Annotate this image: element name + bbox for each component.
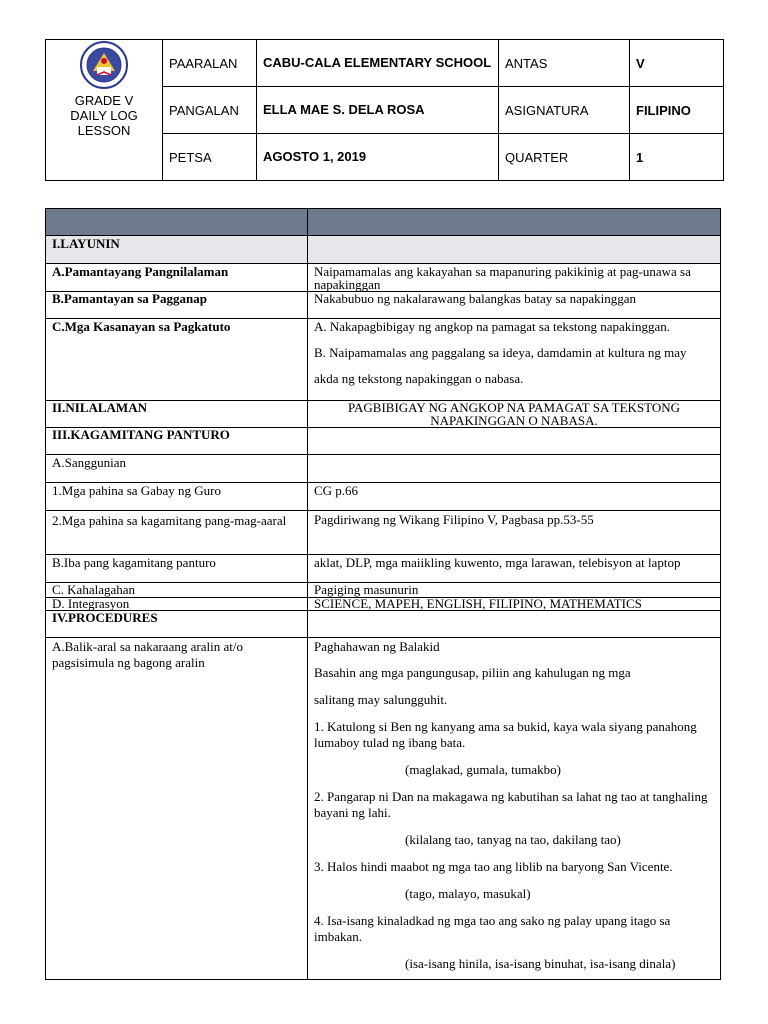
kagamitan-value — [308, 428, 721, 455]
grade-cell — [46, 40, 163, 181]
pamantayan-pagganap-label: B.Pamantayan sa Pagganap — [46, 292, 308, 319]
nilalaman-label: II.NILALAMAN — [46, 401, 308, 428]
antas-value: V — [630, 40, 724, 87]
antas-label: ANTAS — [499, 40, 630, 87]
kahalagahan-value: Pagiging masunurin — [308, 583, 721, 598]
table-row — [46, 319, 721, 401]
asignatura-label: ASIGNATURA — [499, 87, 630, 134]
pamantayang-pangnilalaman-value: Naipamamalas ang kakayahan sa mapanuring pakikinig at pag-unawa sa napakinggan — [308, 264, 721, 292]
grade-line: GRADE V — [74, 93, 134, 108]
pangalan-value: ELLA MAE S. DELA ROSA — [257, 87, 499, 134]
quarter-value: 1 — [630, 134, 724, 181]
gabay-guro-label: 1.Mga pahina sa Gabay ng Guro — [46, 483, 308, 511]
balik-aral-choices: (maglakad, gumala, tumakbo) — [405, 762, 561, 777]
iba-pang-kagamitan-label: B.Iba pang kagamitang panturo — [46, 555, 308, 583]
layunin-value — [308, 236, 721, 264]
petsa-label: PETSA — [163, 134, 257, 181]
pamantayang-pangnilalaman-label: A.Pamantayang Pangnilalaman — [46, 264, 308, 292]
integrasyon-label: D. Integrasyon — [46, 598, 308, 611]
kagamitang-pang-mag-aaral-value: Pagdiriwang ng Wikang Filipino V, Pagbasa pp.53-55 — [308, 511, 721, 555]
balik-aral-item: 2. Pangarap ni Dan na makagawa ng kabutihan sa lahat ng tao at tanghaling bayani ng lahi. — [314, 789, 708, 820]
balik-aral-item: 1. Katulong si Ben ng kanyang ama sa bukid, kaya wala siyang panahong lumaboy tulad ng ibang bata. — [314, 719, 697, 750]
grade-label — [46, 93, 162, 138]
table-row — [46, 598, 721, 611]
balik-aral-title: Paghahawan ng Balakid — [314, 639, 440, 654]
table-row — [46, 236, 721, 264]
pamantayan-pagganap-value: Nakabubuo ng nakalarawang balangkas batay sa napakinggan — [308, 292, 721, 319]
balik-aral-item: 3. Halos hindi maabot ng mga tao ang liblib na baryong San Vicente. — [314, 859, 673, 874]
balik-aral-instruction: Basahin ang mga pangungusap, piliin ang kahulugan ng mga — [314, 665, 631, 680]
sanggunian-value — [308, 455, 721, 483]
balik-aral-choices: (kilalang tao, tanyag na tao, dakilang tao) — [405, 832, 621, 847]
integrasyon-value: SCIENCE, MAPEH, ENGLISH, FILIPINO, MATHEMATICS — [308, 598, 721, 611]
table-row — [46, 292, 721, 319]
kasanayan-item: B. Naipamamalas ang paggalang sa ideya, damdamin at kultura ng may — [314, 345, 687, 360]
table-row — [46, 511, 721, 555]
grade-line: DAILY LOG — [70, 108, 138, 123]
paaralan-value: CABU-CALA ELEMENTARY SCHOOL — [257, 40, 499, 87]
balik-aral-item: 4. Isa-isang kinaladkad ng mga tao ang sako ng palay upang itago sa imbakan. — [314, 913, 671, 944]
gabay-guro-value: CG p.66 — [308, 483, 721, 511]
table-row — [46, 401, 721, 428]
table-row — [46, 455, 721, 483]
quarter-label: QUARTER — [499, 134, 630, 181]
layunin-label: I.LAYUNIN — [46, 236, 308, 264]
procedures-label: IV.PROCEDURES — [46, 611, 308, 638]
balik-aral-instruction: salitang may salungguhit. — [314, 692, 448, 707]
asignatura-value: FILIPINO — [630, 87, 724, 134]
kasanayan-label: C.Mga Kasanayan sa Pagkatuto — [46, 319, 308, 401]
lesson-table — [45, 208, 721, 980]
kasanayan-item: akda ng tekstong napakinggan o nabasa. — [314, 371, 524, 386]
deped-seal-icon — [80, 41, 128, 89]
nilalaman-value: PAGBIBIGAY NG ANGKOP NA PAMAGAT SA TEKSTONG NAPAKINGGAN O NABASA. — [308, 401, 721, 428]
table-row — [46, 428, 721, 455]
table-row — [46, 611, 721, 638]
balik-aral-choices: (tago, malayo, masukal) — [405, 886, 531, 901]
kasanayan-value — [308, 319, 721, 401]
table-row — [46, 555, 721, 583]
table-row — [46, 638, 721, 980]
kagamitan-label: III.KAGAMITANG PANTURO — [46, 428, 308, 455]
kahalagahan-label: C. Kahalagahan — [46, 583, 308, 598]
kasanayan-item: A. Nakapagbibigay ng angkop na pamagat sa tekstong napakinggan. — [314, 319, 670, 334]
balik-aral-label: A.Balik-aral sa nakaraang aralin at/o pagsisimula ng bagong aralin — [46, 638, 308, 980]
kagamitang-pang-mag-aaral-label: 2.Mga pahina sa kagamitang pang-mag-aaral — [46, 511, 308, 555]
grade-line: LESSON — [77, 123, 131, 138]
paaralan-label: PAARALAN — [163, 40, 257, 87]
table-row — [46, 483, 721, 511]
table-header-row — [46, 209, 721, 236]
procedures-value — [308, 611, 721, 638]
balik-aral-value — [308, 638, 721, 980]
header-table — [45, 39, 724, 181]
header-cell — [46, 209, 308, 236]
sanggunian-label: A.Sanggunian — [46, 455, 308, 483]
table-row — [46, 264, 721, 292]
header-cell — [308, 209, 721, 236]
petsa-value: AGOSTO 1, 2019 — [257, 134, 499, 181]
iba-pang-kagamitan-value: aklat, DLP, mga maiikling kuwento, mga larawan, telebisyon at laptop — [308, 555, 721, 583]
balik-aral-choices: (isa-isang hinila, isa-isang binuhat, isa-isang dinala) — [405, 956, 676, 971]
pangalan-label: PANGALAN — [163, 87, 257, 134]
